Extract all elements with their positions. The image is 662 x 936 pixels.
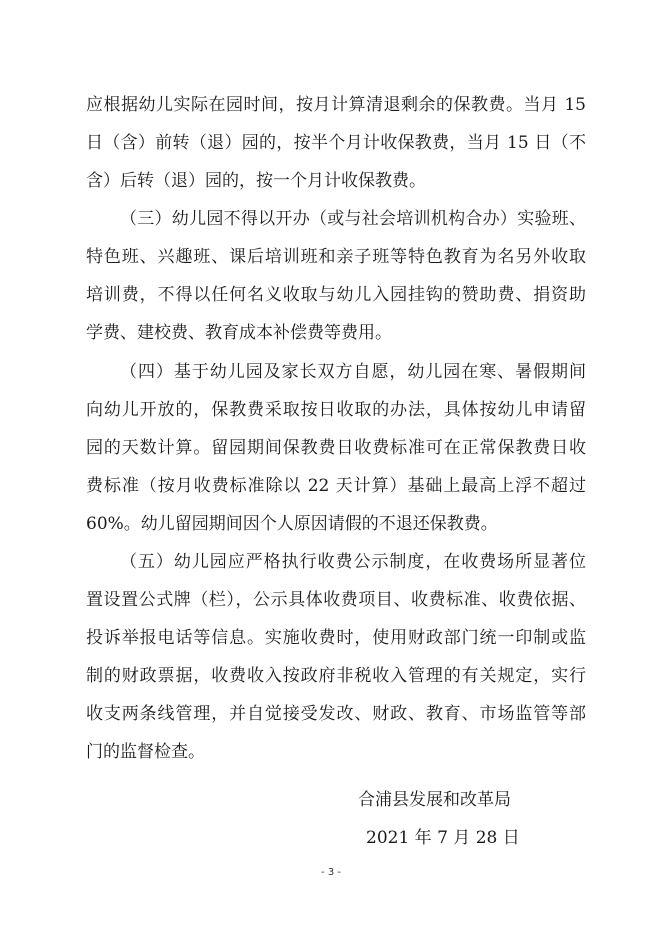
paragraph-1-line-3: 含）后转（退）园的，按一个月计收保教费。 bbox=[86, 171, 426, 191]
page-number: - 3 - bbox=[321, 867, 341, 878]
paragraph-4-line-5: 收支两条线管理，并自觉接受发改、财政、教育、市场监管等部 bbox=[86, 704, 586, 724]
paragraph-4-line-1: （五）幼儿园应严格执行收费公示制度，在收费场所显著位 bbox=[120, 552, 586, 572]
paragraph-4-line-2: 置设置公式牌（栏），公示具体收费项目、收费标准、收费依据、 bbox=[86, 590, 586, 610]
paragraph-3-line-1: （四）基于幼儿园及家长双方自愿，幼儿园在寒、暑假期间 bbox=[120, 362, 586, 382]
paragraph-2-line-4: 学费、建校费、教育成本补偿费等费用。 bbox=[86, 323, 392, 343]
paragraph-2-line-2: 特色班、兴趣班、课后培训班和亲子班等特色教育为名另外收取 bbox=[86, 247, 586, 267]
paragraph-3-line-4: 费标准（按月收费标准除以 22 天计算）基础上最高上浮不超过 bbox=[86, 476, 586, 496]
signature-organization: 合浦县发展和改革局 bbox=[358, 790, 511, 810]
paragraph-4-line-4: 制的财政票据，收费收入按政府非税收入管理的有关规定，实行 bbox=[86, 666, 586, 686]
paragraph-2-line-1: （三）幼儿园不得以开办（或与社会培训机构合办）实验班、 bbox=[120, 209, 586, 229]
paragraph-4-line-6: 门的监督检查。 bbox=[86, 742, 205, 762]
paragraph-3-line-3: 园的天数计算。留园期间保教费日收费标准可在正常保教费日收 bbox=[86, 438, 586, 458]
paragraph-1-line-2: 日（含）前转（退）园的，按半个月计收保教费，当月 15 日（不 bbox=[86, 133, 586, 153]
paragraph-3-line-2: 向幼儿开放的，保教费采取按日收取的办法，具体按幼儿申请留 bbox=[86, 400, 586, 420]
paragraph-1-line-1: 应根据幼儿实际在园时间，按月计算清退剩余的保教费。当月 15 bbox=[86, 95, 586, 115]
paragraph-2-line-3: 培训费，不得以任何名义收取与幼儿入园挂钩的赞助费、捐资助 bbox=[86, 285, 586, 305]
paragraph-4-line-3: 投诉举报电话等信息。实施收费时，使用财政部门统一印制或监 bbox=[86, 628, 586, 648]
paragraph-3-line-5: 60%。幼儿留园期间因个人原因请假的不退还保教费。 bbox=[86, 514, 498, 534]
signature-date: 2021 年 7 月 28 日 bbox=[366, 828, 520, 848]
